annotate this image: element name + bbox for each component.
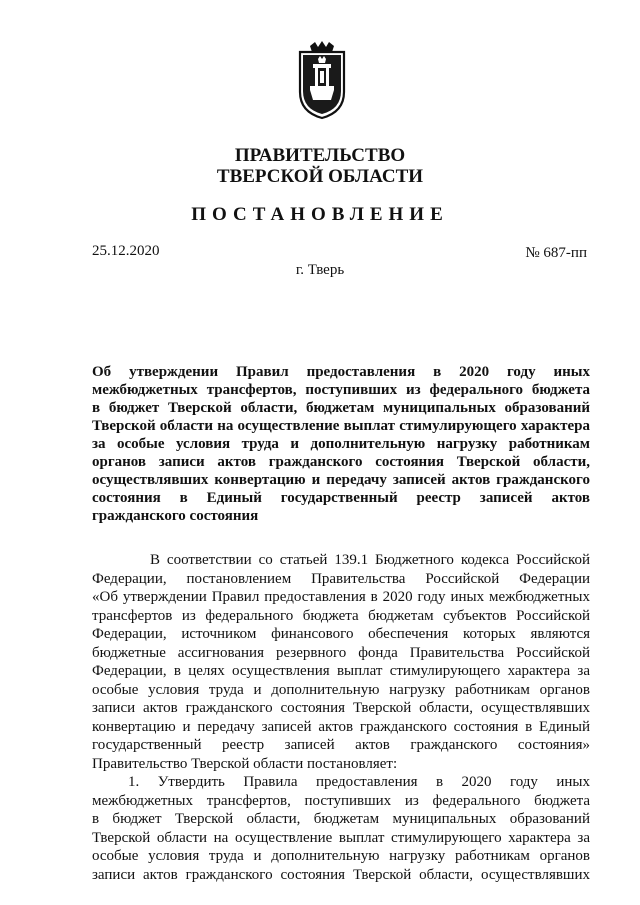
body-line: 1. Утвердить Правила предоставления в 2020 году иных [128, 774, 590, 790]
title-line: гражданского состояния [92, 508, 259, 524]
body-line: трансфертов из федерального бюджета бюджетам субъектов Российской [92, 607, 590, 624]
document-date: 25.12.2020 [92, 243, 160, 259]
body-line: записи актов гражданского состояния Тверской области, осуществлявших [92, 700, 590, 716]
organization-name-line1: ПРАВИТЕЛЬСТВО [234, 145, 406, 166]
body-line: Тверской области на осуществление выплат стимулирующего характера за [92, 829, 590, 846]
body-line: Федерации, в целях осуществления выплат стимулирующего характера за [92, 663, 590, 679]
body-line: конвертацию и передачу записей актов гражданского состояния в Единый [92, 718, 590, 735]
body-line: Правительство Тверской области постановляет: [92, 755, 398, 772]
document-body [92, 551, 590, 884]
document-type: ПОСТАНОВЛЕНИЕ [191, 204, 449, 225]
title-line: межбюджетных трансфертов, поступивших из федерального бюджета [92, 382, 590, 398]
title-line: за особые условия труда и дополнительную нагрузку работникам [92, 436, 590, 452]
document-number: № 687-пп [525, 245, 587, 261]
title-line: органов записи актов гражданского состояния Тверской области, [92, 454, 590, 470]
body-line: особые условия труда и дополнительную нагрузку работникам органов [92, 681, 590, 698]
body-line: государственный реестр записей актов гражданского состояния» [92, 737, 590, 753]
title-line: Об утверждении Правил предоставления в 2020 году иных [92, 364, 590, 380]
body-line: бюджетные ассигнования резервного фонда Правительства Российской [92, 644, 590, 661]
title-line: осуществлявших конвертацию и передачу записей актов гражданского [92, 472, 590, 488]
body-line: в бюджет Тверской области, бюджетам муниципальных образований [92, 811, 590, 827]
body-line: записи актов гражданского состояния Тверской области, осуществлявших [92, 866, 590, 883]
document-city: г. Тверь [295, 262, 345, 278]
organization-name-line2: ТВЕРСКОЙ ОБЛАСТИ [216, 166, 424, 187]
title-line: Тверской области на осуществление выплат стимулирующего характера [92, 418, 590, 434]
body-line: «Об утверждении Правил предоставления в 2020 году иных межбюджетных [92, 589, 590, 605]
document-title [92, 363, 590, 525]
body-line: Федерации, постановлением Правительства Российской Федерации [92, 570, 590, 587]
title-line: в бюджет Тверской области, бюджетам муниципальных образований [92, 400, 590, 416]
body-line: Федерации, источником финансового обеспечения которых являются [92, 626, 590, 642]
coat-of-arms-icon [296, 40, 348, 120]
body-line: В соответствии со статьей 139.1 Бюджетного кодекса Российской [150, 552, 590, 568]
body-line: особые условия труда и дополнительную нагрузку работникам органов [92, 848, 590, 864]
body-line: межбюджетных трансфертов, поступивших из федерального бюджета [92, 792, 590, 809]
title-line: состояния в Единый государственный реестр записей актов [92, 490, 590, 506]
